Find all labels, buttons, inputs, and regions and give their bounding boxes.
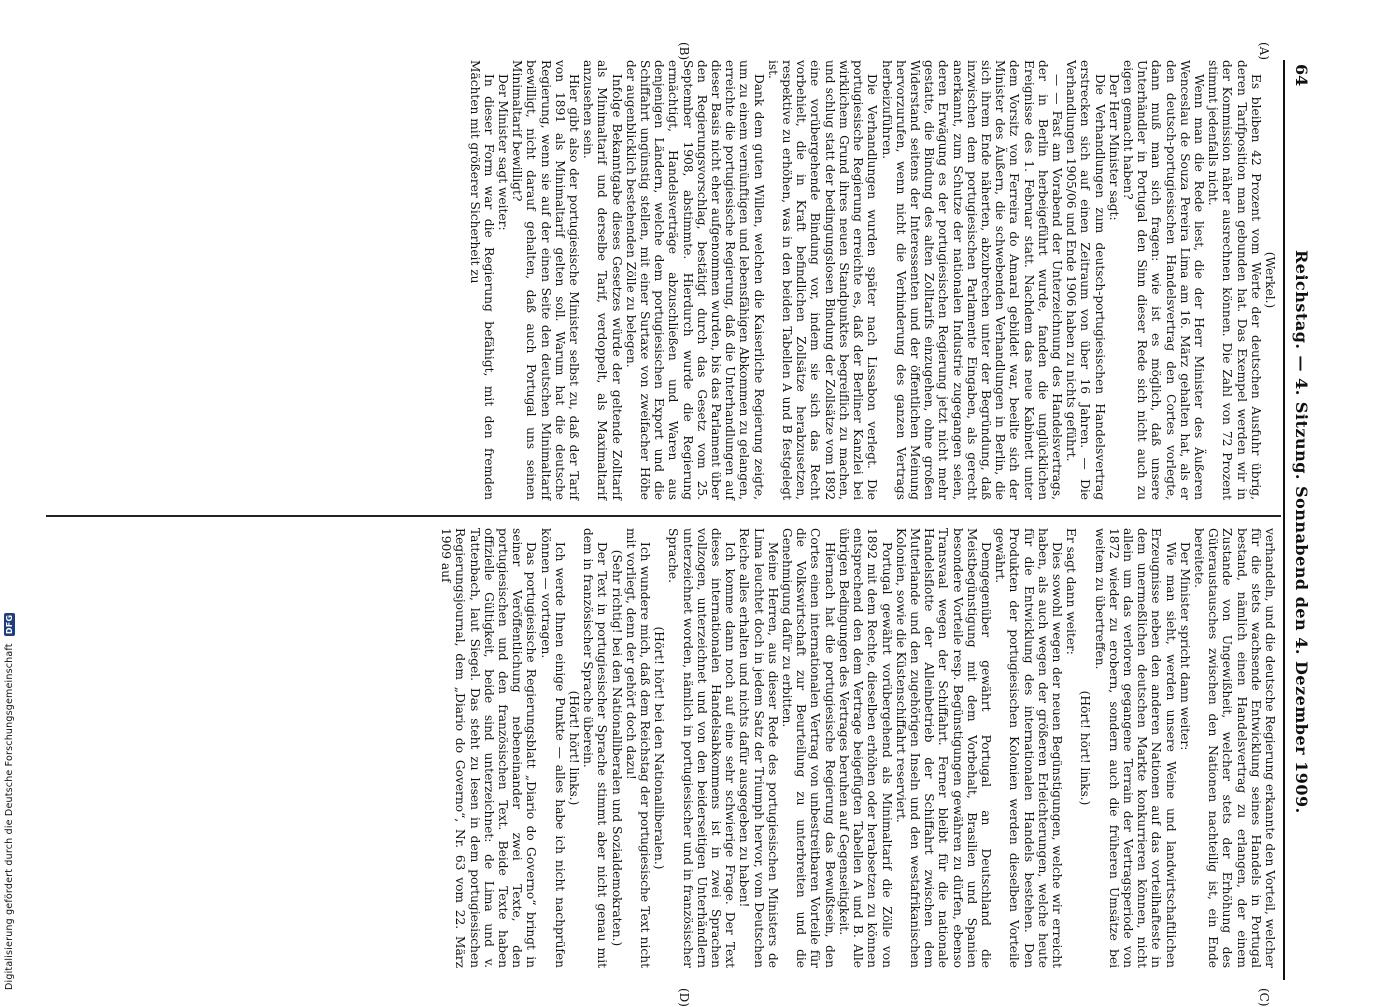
interjection: (Sehr richtig! bei den Nationalliberalen und Sozialdemokraten.): [609, 549, 624, 947]
paragraph: Hiernach hat die portugiesische Regierung das Bewußtsein, den Cortes einen internationalen Vertrag von unbestreitbaren Vorteile für die Volkswirtschaft zur Beurteilung zu unterbreiten und die Genehmigung dafür zu erbitten.: [780, 528, 837, 968]
paragraph: Ich komme dann noch auf eine sehr schwierige Frage. Der Text dieses internationalen Handelsabkommens ist in zwei Sprachen vollzogen, unterzeichnet und von den beiderseitigen Unterhändlern unterzeichnet worden, nämlich in portugiesischer und in französischer Sprache.: [666, 528, 738, 968]
digitization-note-text: Digitalisierung gefördert durch die Deutsche Forschungsgemeinschaft: [4, 643, 15, 990]
paragraph: Portugal gewährt vorübergehend als Minimaltarif die Zölle von 1892 mit dem Rechte, dieselben erhöhen oder herabsetzen zu können entsprechend den dem Vertrage beigefügten Tabellen A und B. Alle übrigen Bedingungen des Vertrages beruhen auf Gegenseitigkeit.: [836, 528, 894, 968]
interjection: (Hört! hört! links.): [567, 690, 582, 806]
column-divider: [46, 515, 1281, 517]
digitization-note: [4, 613, 15, 990]
margin-mark-c: (C): [1257, 988, 1271, 1007]
paragraph: Die Verhandlungen wurden später nach Lissabon verlegt. Die portugiesische Regierung erreichte es, daß der Berliner Kanzlei bei wirklichem Grund ihres neuen Standpunktes begreiflich zu machen, und schlug statt der bedingungslosen Bindung der Zollsätze vom 1892 eine vorübergehende Bindung vor, indem sie sich das Recht vorbehielt, die in Kraft befindlichen Zollsätze herabzusetzen, respektive zu erhöhen, was in den beiden Tabellen A und B festgelegt ist.: [765, 60, 880, 500]
paragraph: In dieser Form war die Regierung befähigt, mit den fremden Mächten mit größerer Sicherheit zu: [467, 60, 496, 500]
page-title: Reichstag. — 4. Sitzung. Sonnabend den 4. Dezember 1909.: [1292, 250, 1311, 814]
margin-mark-a: (A): [1257, 42, 1271, 61]
dfg-logo: DFG: [5, 614, 14, 635]
right-column: [439, 528, 1277, 968]
paragraph: Demgegenüber gewährt Portugal an Deutschland die Meistbegünstigung mit dem Vorbehalt, Brasilien und Spanien besondere Vorteile resp. Begünstigungen gewähren zu dürfen, ebenso Transvaal wegen der Schiffahrt. Ferner bleibt für die nationale Handelsflotte der Alleinbetrieb der Schiffahrt zwischen dem Mutterlande und den zugehörigen Inseln und den westafrikanischen Kolonien, sowie die Küstenschiffahrt reserviert.: [893, 528, 993, 968]
paragraph: Der Minister sagt weiter:: [496, 74, 511, 231]
interjection: (Werkel.): [1263, 251, 1277, 309]
margin-mark-b: (B): [677, 42, 691, 61]
paragraph: Der Minister spricht dann weiter:: [1177, 542, 1192, 751]
rotated-page: [41, 42, 1311, 1007]
paragraph: Wie man sieht, werden unsere Weine und landwirtschaftlichen Erzeugnisse neben den anderen Nationen auf das vorteilhafteste in dem unermeßlichen deutschen Markte konkurrieren können, nicht allein um das verloren gegangene Terrain der Vertragsperiode von 1872 wieder zu erobern, sondern auch die früheren Umsätze bei weitem zu übertreffen.: [1092, 528, 1178, 968]
header-rule: [1283, 60, 1285, 980]
paragraph: verhandeln, und die deutsche Regierung erkannte den Vorteil, welcher für die stets wachsende Entwicklung seines Handels in Portugal bestand, nämlich einen Handelsvertrag zu erlangen, der einem Zustande von Ungewißheit, welcher stets der Erhöhung des Güteraustausches zwischen den Nationen nachteilig ist, ein Ende bereitete.: [1191, 528, 1277, 968]
left-column: [467, 60, 1277, 500]
paragraph: Der Herr Minister sagt:: [1106, 74, 1121, 221]
page-header: [1289, 60, 1311, 980]
paragraph: Dies sowohl wegen der neuen Begünstigungen, welche wir erreicht haben, als auch wegen der größeren Erleichterungen, welche heute für die Entwicklung des internationalen Handels bestehen. Den Produkten der portugiesischen Kolonien werden dieselben Vorteile gewährt.: [993, 528, 1064, 968]
paragraph: Ich werde Ihnen einige Punkte — alles habe ich nicht nachprüfen können — vortragen.: [538, 528, 567, 968]
paragraph: Hier gibt also der portugiesische Minister selbst zu, daß der Tarif von 1891 als Minimaltarif gelten soll. Warum hat die deutsche Regierung, wenn sie auf der einen Seite den deutschen Minimaltarif bewilligt, nicht darauf gehalten, daß auch Portugal uns seinen Minimaltarif bewilligt?: [510, 60, 582, 500]
paragraph: Der Text in portugiesischer Sprache stimmt aber nicht genau mit dem in französischer Sprache überein.: [581, 528, 610, 968]
paragraph: Wenn man die Rede liest, die der Herr Minister des Äußeren Wenceslau de Souza Pereira Lima am 16. März gehalten hat, als er den deutsch-portugiesischen Handelsvertrag den Cortes vorlegte, dann muß man sich fragen: wie ist es möglich, daß unsere Unterhändler in Portugal den Sinn dieser Rede sich nicht auch zu eigen gemacht haben?: [1120, 60, 1206, 500]
paragraph: Dank dem guten Willen, welchen die Kaiserliche Regierung zeigte, um zu einem vernünftigen und lebensfähigen Abkommen zu gelangen, erreichte die portugiesische Regierung, daß die Unterhandlungen auf dieser Basis nicht eher aufgenommen wurden, bis das Parlament über den Regierungsvorschlag, bestätigt durch das Gesetz vom 25. September 1908, abstimmte. Hierdurch wurde die Regierung ermächtigt, Handelsverträge abzuschließen und Waren aus denjenigen Ländern, welche dem portugiesischen Export und die Schiffahrt ungünstig stellen, mit einer Surtaxe von zweifacher Höhe der augenblicklich bestehenden Zölle zu belegen.: [623, 60, 766, 500]
interjection: (Hört! hört! links.): [1078, 690, 1093, 806]
paragraph: Infolge Bekanntgabe dieses Gesetzes würde der geltende Zolltarif als Minimaltarif und derselbe Tarif, verdoppelt, als Maximaltarif anzusehen sein.: [581, 60, 624, 500]
paragraph: — — Fast am Vorabend der Unterzeichnung des Handelsvertrags, der in Berlin herbeigeführt wurde, fanden die unglücklichen Ereignisse des 1. Februar statt. Nachdem das neue Kabinett unter dem Vorsitz von Ferreira do Amaral gebildet war, beeilte sich der Minister des Äußern, die schwebenden Verhandlungen in Berlin, die sich ihrem Ende näherten, abzubrechen unter der Begründung, daß inzwischen dem portugiesischen Parlamente Eingaben, als gerecht anerkannt, zum Schutze der nationalen Industrie zugegangen seien, deren Erwägung es der portugiesischen Regierung jetzt nicht mehr gestatte, die Bindung des alten Zolltarifs einzugehen, ohne großen Widerstand seitens der Interessenten und der öffentlichen Meinung hervorzurufen, wenn nicht die Verhinderung des ganzen Vertrags herbeizuführen.: [879, 60, 1064, 500]
paragraph: Er sagt dann weiter:: [1064, 528, 1079, 655]
paragraph: Meine Herren, aus dieser Rede des portugiesischen Ministers de Lima leuchtet doch in jedem Satz der Triumph hervor, vom Deutschen Reiche alles erhalten und nichts dafür ausgegeben zu haben!: [737, 528, 780, 968]
page-number: 64: [1292, 64, 1311, 87]
paragraph: Das portugiesische Regierungsblatt „Diario do Governo“ bringt in seiner Veröffentlichung nebeneinander zwei Texte, den portugiesischen und den französischen Text. Beide Texte haben offizielle Gültigkeit, beide sind unterzeichnet: de Lima und v. Tattenbach, laut Siegel. Das steht zu lesen in dem portugiesischen Regierungsjournal, dem „Diario do Governo“, Nr. 63 vom 22. März 1909 auf: [439, 528, 539, 968]
interjection: (Hört! hört! bei den Nationalliberalen.): [652, 626, 667, 870]
paragraph: Die Verhandlungen zum deutsch-portugiesischen Handelsvertrag erstrecken sich auf einen Zeitraum von über 16 Jahren. — Die Verhandlungen 1905/06 und Ende 1906 haben zu nichts geführt.: [1064, 60, 1107, 500]
paragraph: Ich wundere mich, daß dem Reichstag der portugiesische Text nicht mit vorliegt, denn der gehört doch dazu!: [623, 528, 653, 968]
margin-mark-d: (D): [677, 988, 691, 1007]
paragraph: Es bleiben 42 Prozent vom Werte der deutschen Ausfuhr übrig, deren Tarifposition man gebunden hat. Das Exempel werden wir in der Kommission näher ausrechnen können. Die Zahl von 72 Prozent stimmt jedenfalls nicht.: [1206, 60, 1263, 500]
